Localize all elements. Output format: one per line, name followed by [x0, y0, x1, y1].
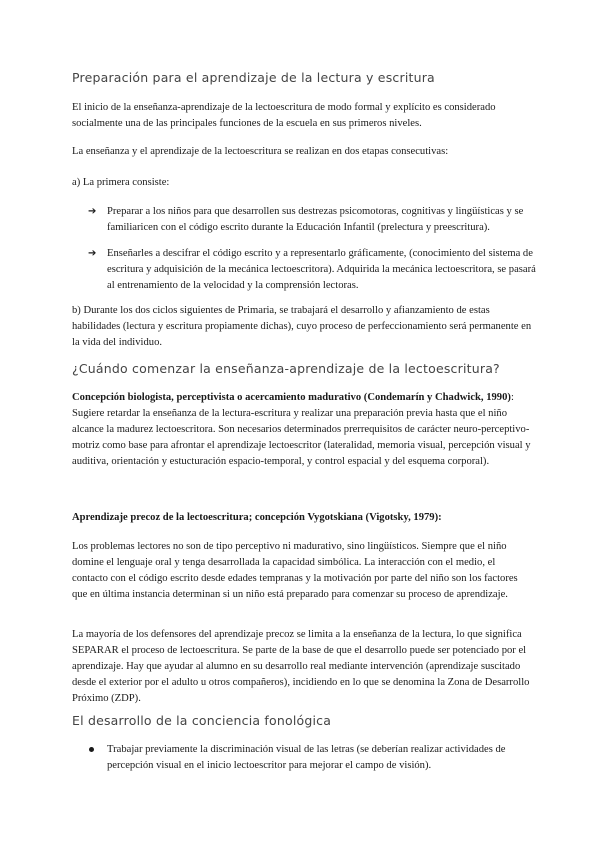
arrow-right-icon: ➔ [88, 206, 97, 217]
stage-b-paragraph: b) Durante los dos ciclos siguientes de Primaria, se trabajará el desarrollo y afianzamiento de estas habilidades (lectura y escritura propiamente dichas), cuyo proceso de perfeccionamiento será permanente en la vida del individuo. [72, 305, 532, 348]
concept1-text: Sugiere retardar la enseñanza de la lectura-escritura y realizar una preparación previa hasta que el niño alcance la madurez lectoescritora. Son necesarios determinados prerrequisitos de carácter neuro-perceptivo-motriz como base para afrontar el aprendizaje lectoescritor (lateralidad, memoria visual, percepción visual y auditiva, orientación y estucturación espacio-temporal, y control espacial y del esquema corporal). [72, 408, 531, 467]
concept1-colon: : [510, 392, 514, 403]
section-heading-when: ¿Cuándo comenzar la enseñanza-aprendizaje de la lectoescritura? [72, 361, 500, 376]
concept2-paragraph: Los problemas lectores no son de tipo perceptivo ni madurativo, sino lingüísticos. Siempre que el niño domine el lenguaje oral y tenga desarrollada la capacidad simbólica. La interacción con el medio, el contacto con el código escrito desde edades tempranas y la motivación por parte del niño son los factores que en última instancia determinan si un niño está preparado para comenzar su proceso de aprendizaje. [72, 541, 518, 600]
concept1-block [72, 390, 532, 470]
concept2-heading: Aprendizaje precoz de la lectoescritura; concepción Vygotskiana (Vigotsky, 1979): [72, 512, 442, 523]
bullet-dot-icon [89, 747, 94, 752]
list-item-text: Enseñarles a descifrar el código escrito y a representarlo gráficamente, (conocimiento del sistema de escritura y adquisición de la mecánica lectoescritora). Adquirida la mecánica lectoescritora, se pasará al entrenamiento de la velocidad y la comprensión lectoras. [107, 248, 536, 291]
two-stages-paragraph: La enseñanza y el aprendizaje de la lectoescritura se realizan en dos etapas consecutivas: [72, 146, 449, 157]
intro-paragraph: El inicio de la enseñanza-aprendizaje de la lectoescritura de modo formal y explícito es considerado socialmente una de las principales funciones de la escuela en sus primeros niveles. [72, 102, 496, 129]
concept2-paragraph-2: La mayoría de los defensores del aprendizaje precoz se limita a la enseñanza de la lectura, lo que significa SEPARAR el proceso de lectoescritura. Se parte de la base de que el desarrollo puede ser potenciado por el aprendizaje. Hay que ayudar al alumno en su desarrollo real mediante intervención (aprendizaje suscitado desde el exterior por el adulto u otros compañeros), incidiendo en lo que se denomina la Zona de Desarrollo Próximo (ZDP). [72, 629, 530, 704]
section-heading-phono: El desarrollo de la conciencia fonológica [72, 713, 332, 728]
concept1-heading: Concepción biologista, perceptivista o acercamiento madurativo (Condemarín y Chadwick, 1990) [72, 392, 511, 403]
page-title: Preparación para el aprendizaje de la lectura y escritura [72, 70, 435, 85]
stage-a-label: a) La primera consiste: [72, 177, 170, 188]
arrow-right-icon: ➔ [88, 248, 97, 259]
list-item-text: Trabajar previamente la discriminación visual de las letras (se deberían realizar actividades de percepción visual en el inicio lectoescritor para mejorar el campo de visión). [107, 744, 506, 771]
list-item-text: Preparar a los niños para que desarrollen sus destrezas psicomotoras, cognitivas y lingüísticas y se familiaricen con el código escrito durante la Educación Infantil (prelectura y preescritura). [107, 206, 524, 233]
